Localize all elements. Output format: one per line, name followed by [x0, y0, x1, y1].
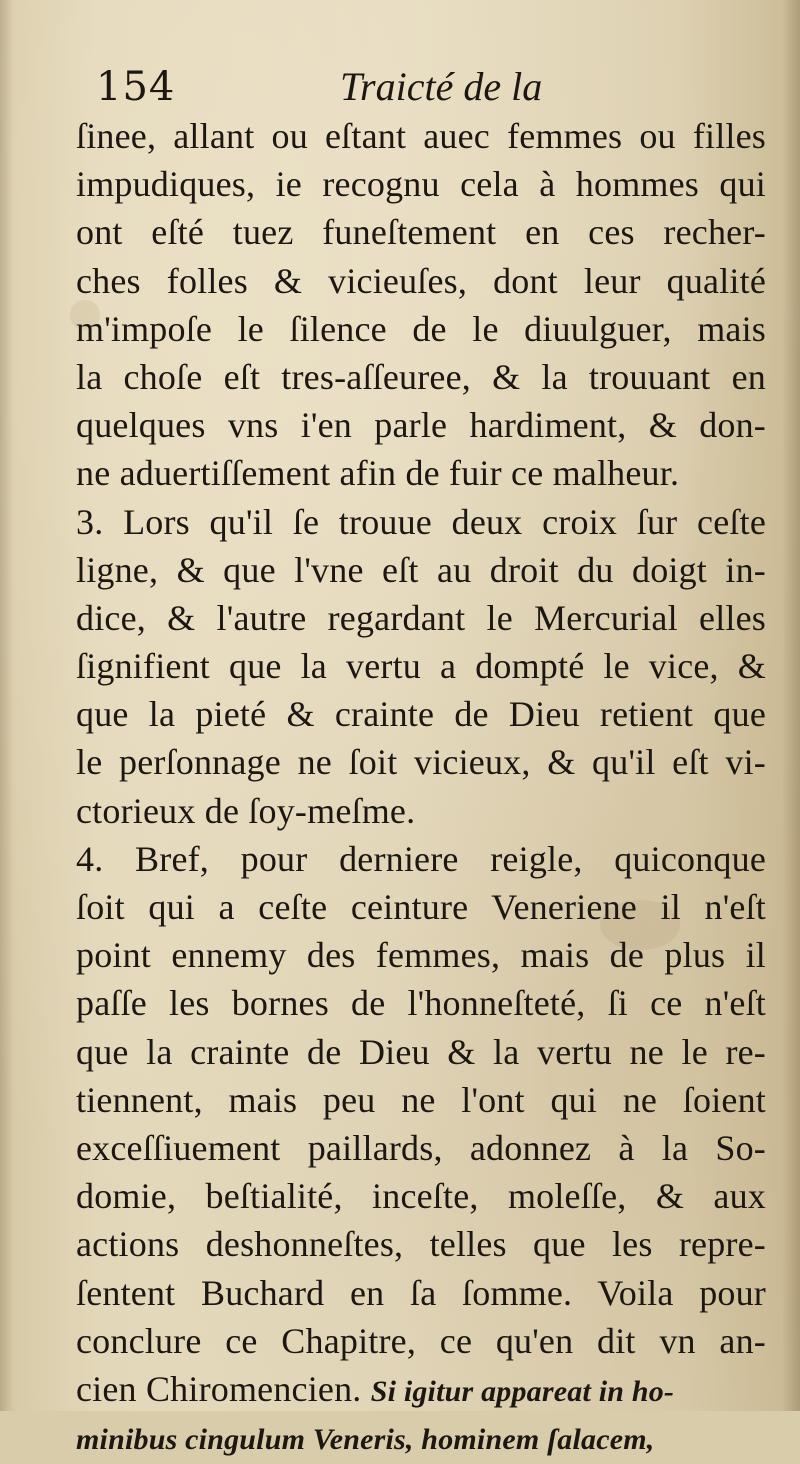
text-run: cien Chiromencien. [76, 1368, 371, 1409]
text-line: le perſonnage ne ſoit vicieux, & qu'il eſt vi- [76, 742, 766, 783]
text-line: domie, beſtialité, inceſte, moleſſe, & aux [76, 1176, 766, 1217]
page-edge-shadow [782, 0, 800, 1411]
text-line: la choſe eſt tres-aſſeuree, & la trouuant en [76, 356, 766, 397]
text-line: dice, & l'autre regardant le Mercurial elles [76, 597, 766, 638]
text-line: paſſe les bornes de l'honneſteté, ſi ce n'eſt [76, 983, 766, 1024]
text-line: tiennent, mais peu ne l'ont qui ne ſoient [76, 1079, 766, 1120]
text-line: ſignifient que la vertu a dompté le vice, & [76, 646, 766, 687]
text-line: ne aduertiſſement afin de fuir ce malheur. [76, 453, 680, 494]
latin-quote: Si igitur appareat in ho- [370, 1374, 675, 1408]
text-line [76, 1365, 766, 1413]
page-number: 154 [96, 64, 176, 110]
text-line: ſoit qui a ceſte ceinture Veneriene il n'eſt [76, 887, 766, 927]
text-line [76, 1413, 766, 1461]
page-gutter-shadow [0, 0, 14, 1411]
running-head: Traicté de la [340, 64, 543, 109]
text-line: que la pieté & crainte de Dieu retient que [76, 694, 766, 735]
text-line: m'impoſe le ſilence de le diuulguer, mais [76, 308, 766, 349]
text-line: ligne, & que l'vne eſt au droit du doigt in- [76, 549, 766, 590]
text-line: 4. Bref, pour derniere reigle, quiconque [76, 838, 766, 879]
text-line: conclure ce Chapitre, ce qu'en dit vn an- [76, 1320, 766, 1361]
text-line: ſentent Buchard en ſa ſomme. Voila pour [76, 1272, 766, 1313]
text-line: ctorieux de ſoy-meſme. [76, 790, 416, 831]
text-line: ches folles & vicieuſes, dont leur qualité [76, 260, 766, 301]
page-header [96, 62, 716, 112]
text-line: quelques vns i'en parle hardiment, & don- [76, 405, 766, 446]
text-line: actions deshonneſtes, telles que les repre- [76, 1224, 766, 1265]
body-text [76, 112, 766, 1461]
text-line: exceſſiuement paillards, adonnez à la So- [76, 1127, 766, 1168]
text-line: impudiques, ie recognu cela à hommes qui [76, 164, 766, 205]
text-line: point ennemy des femmes, mais de plus il [76, 935, 766, 976]
text-line: ſinee, allant ou eſtant auec femmes ou filles [76, 116, 766, 156]
text-line: que la crainte de Dieu & la vertu ne le re- [76, 1031, 766, 1072]
text-line: 3. Lors qu'il ſe trouue deux croix ſur ceſte [76, 501, 766, 542]
latin-quote: minibus cingulum Veneris, hominem ſalacem, [76, 1423, 655, 1457]
text-line: ont eſté tuez funeſtement en ces recher- [76, 212, 766, 253]
